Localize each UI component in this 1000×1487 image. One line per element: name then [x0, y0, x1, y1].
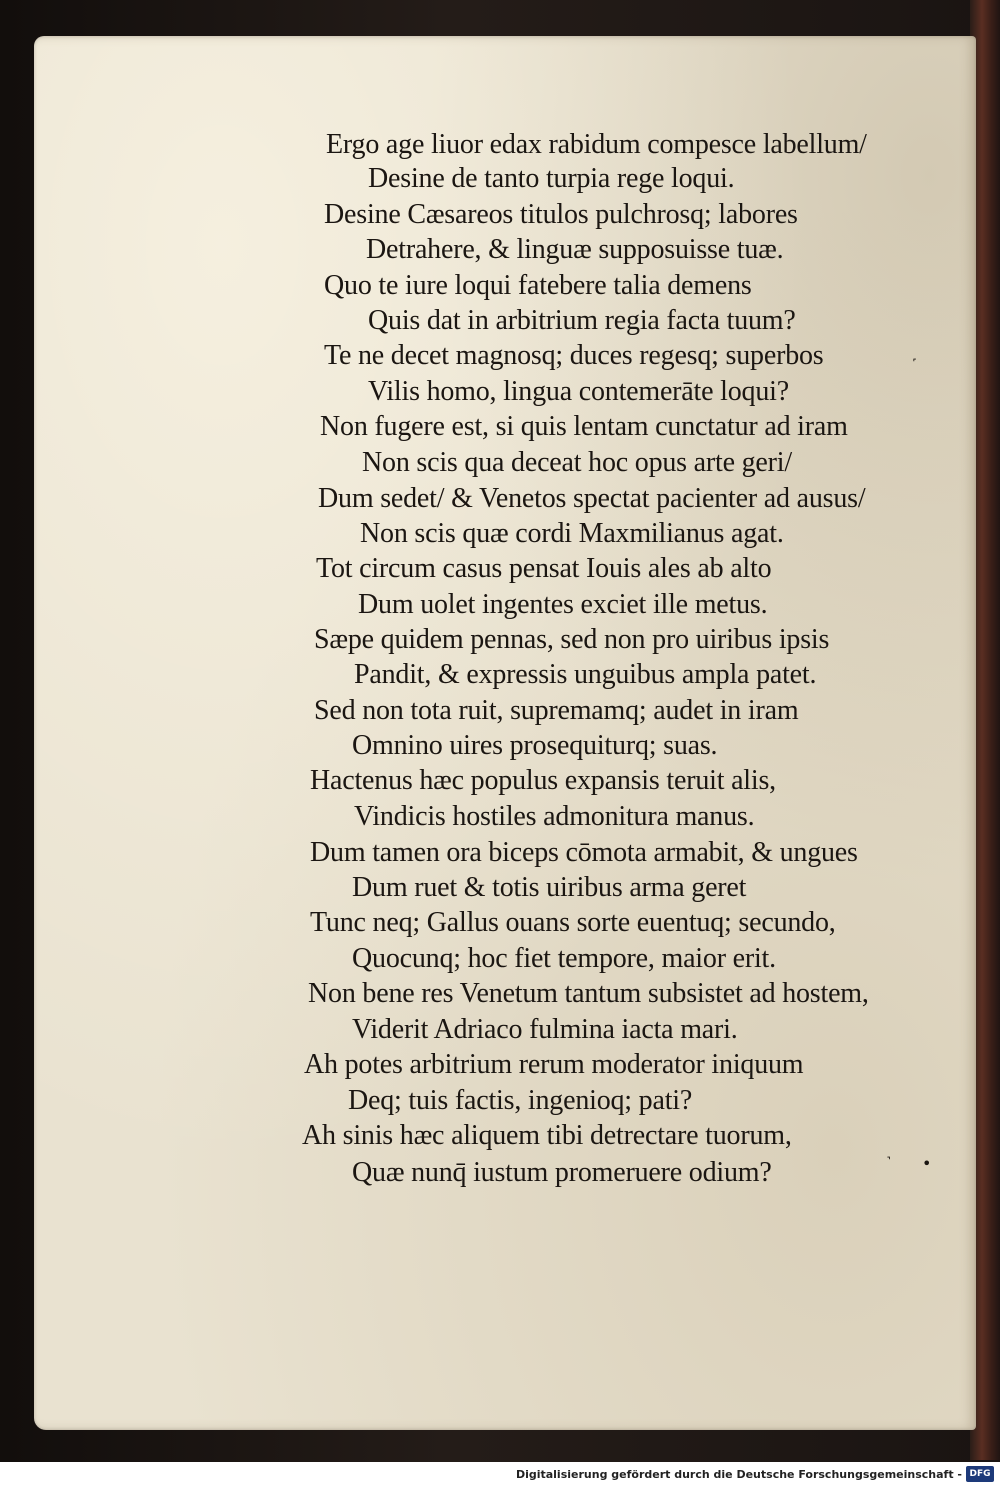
- verse-line: Non scis qua deceat hoc opus arte geri/: [362, 447, 792, 478]
- verse-line: Desine Cæsareos titulos pulchrosq; labores: [324, 199, 798, 230]
- verse-line: Detrahere, & linguæ supposuisse tuæ.: [366, 234, 784, 265]
- verse-line: Ah potes arbitrium rerum moderator iniquum: [304, 1049, 804, 1080]
- verse-line: Quo te iure loqui fatebere talia demens: [324, 270, 752, 301]
- verse-line: Deq; tuis factis, ingenioq; pati?: [348, 1085, 693, 1116]
- verse-line: Ah sinis hæc aliquem tibi detrectare tuorum,: [302, 1120, 792, 1151]
- verse-line: Desine de tanto turpia rege loqui.: [368, 163, 735, 194]
- verse-line: Omnino uires prosequiturq; suas.: [352, 730, 718, 761]
- verse-line: Vilis homo, lingua contemerāte loqui?: [368, 376, 789, 407]
- margin-mark: ˺: [886, 1152, 892, 1171]
- verse-line: Quæ nunq̄ iustum promeruere odium?: [352, 1157, 772, 1188]
- verse-line: Quocunq; hoc fiet tempore, maior erit.: [352, 943, 776, 974]
- digitization-footer: [0, 1462, 1000, 1487]
- verse-line: Non scis quæ cordi Maxmilianus agat.: [360, 518, 784, 549]
- funding-credit-text: Digitalisierung gefördert durch die Deutsche Forschungsgemeinschaft -: [515, 1468, 962, 1481]
- margin-dot: •: [922, 1154, 932, 1173]
- verse-line: Dum sedet/ & Venetos spectat pacienter ad ausus/: [318, 483, 866, 514]
- verse-line: Viderit Adriaco fulmina iacta mari.: [352, 1014, 738, 1045]
- verse-line: Sæpe quidem pennas, sed non pro uiribus ipsis: [314, 624, 830, 655]
- margin-mark: ˹: [912, 354, 918, 373]
- verse-line: Pandit, & expressis unguibus ampla patet.: [354, 659, 817, 690]
- verse-line: Te ne decet magnosq; duces regesq; superbos: [324, 340, 824, 371]
- verse-line: Non bene res Venetum tantum subsistet ad hostem,: [308, 978, 869, 1009]
- dfg-logo: DFG: [966, 1466, 994, 1482]
- verse-line: Ergo age liuor edax rabidum compesce labellum/: [326, 129, 867, 160]
- verse-line: Non fugere est, si quis lentam cunctatur ad iram: [320, 411, 848, 442]
- verse-text-block: [34, 36, 976, 1430]
- printed-page: [34, 36, 976, 1430]
- verse-line: Dum ruet & totis uiribus arma geret: [352, 872, 747, 903]
- verse-line: Quis dat in arbitrium regia facta tuum?: [368, 305, 796, 336]
- verse-line: Tot circum casus pensat Iouis ales ab alto: [316, 553, 772, 584]
- verse-line: Tunc neq; Gallus ouans sorte euentuq; secundo,: [310, 907, 836, 938]
- verse-line: Sed non tota ruit, supremamq; audet in iram: [314, 695, 799, 726]
- verse-line: Vindicis hostiles admonitura manus.: [354, 801, 755, 832]
- verse-line: Dum tamen ora biceps cōmota armabit, & ungues: [310, 837, 858, 868]
- verse-line: Hactenus hæc populus expansis teruit alis,: [310, 765, 776, 796]
- verse-line: Dum uolet ingentes exciet ille metus.: [358, 589, 768, 620]
